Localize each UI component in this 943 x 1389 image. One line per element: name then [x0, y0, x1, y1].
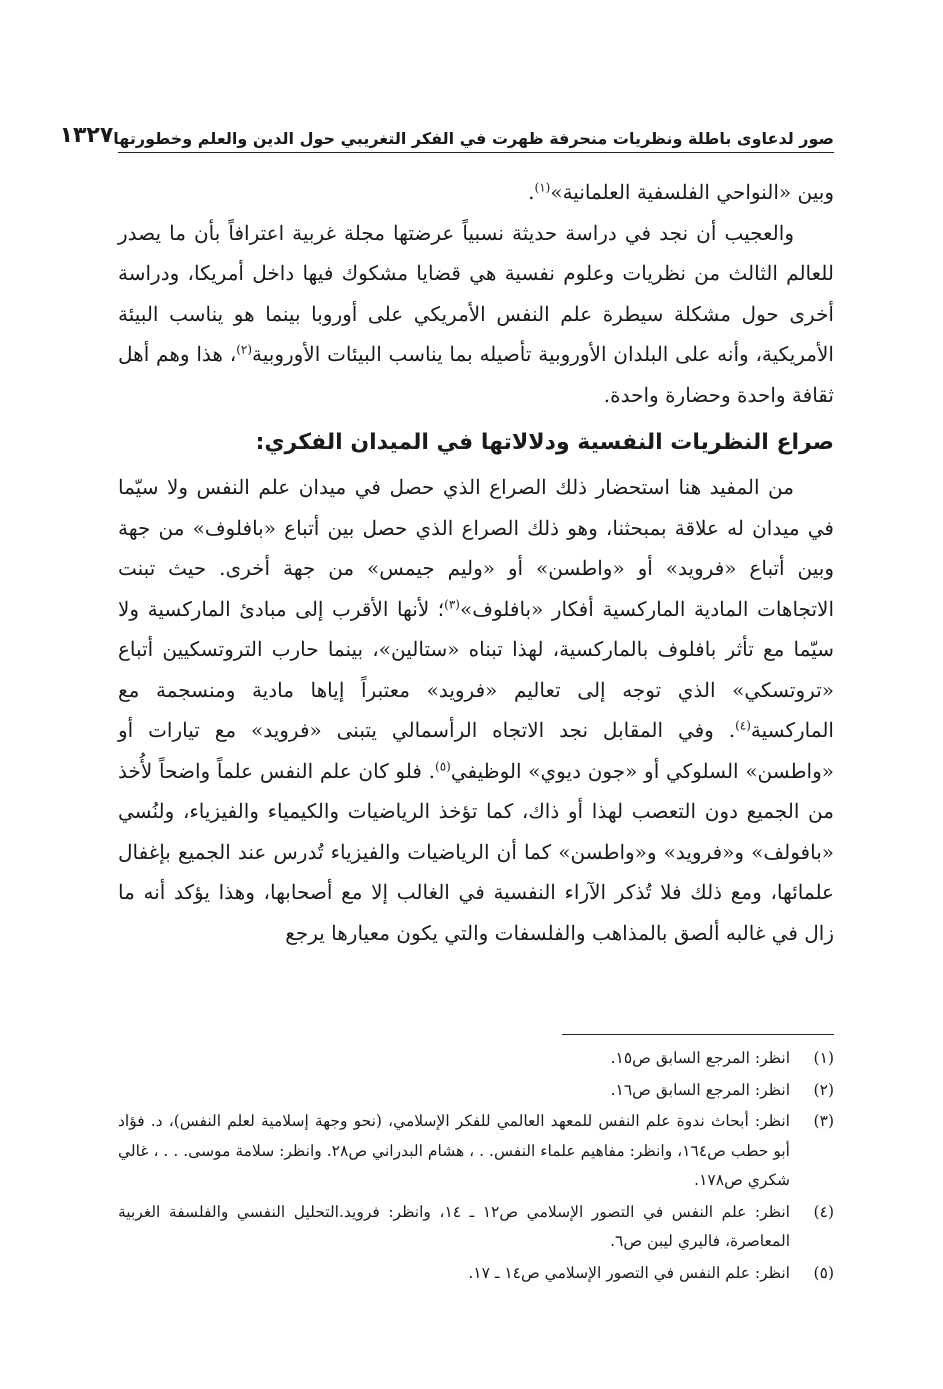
footnote-number: (٥): [813, 1263, 834, 1282]
footnote-ref-1: (١): [534, 180, 551, 195]
section-heading: صراع النظريات النفسية ودلالاتها في الميدان الفكري:: [255, 430, 834, 455]
footnote-text: انظر: علم النفس في التصور الإسلامي ص١٢ ـ ١٤، وانظر: فرويد.التحليل النفسي والفلسفة الغربية المعاصرة، فاليري ليبن ص٦.: [118, 1202, 790, 1250]
paragraph-1-text: وبين «النواحي الفلسفية العلمانية»: [550, 180, 834, 204]
paragraph-3-part1: من المفيد هنا استحضار ذلك الصراع الذي حصل في ميدان علم النفس ولا سيّما في ميدان له علاقة بمبحثنا، وهو ذلك الصراع الذي حصل بين أتباع «بافلوف» من جهة وبين أتباع «فرويد» أو «واطسن» أو «وليم جيمس» من جهة أخرى. حيث تبنت الاتجاهات المادية الماركسية أفكار «بافلوف»: [118, 475, 835, 621]
header-rule: [118, 152, 834, 153]
footnote-text: انظر: المرجع السابق ص١٦.: [610, 1080, 790, 1099]
paragraph-3-part4: . فلو كان علم النفس علماً واضحاً لأُخذ من الجميع دون التعصب لهذا أو ذاك، كما تؤخذ الرياضيات والكيمياء والفيزياء، ولنُسي «بافولف» و«فرويد» و«واطسن» كما أن الرياضيات والفيزياء تُدرس عند الجميع بإغفال علمائها، ومع ذلك فلا تُذكر الآراء النفسية في الغالب إلا مع أصحابها، وهذا يؤكد أنه ما زال في غالبه ألصق بالمذاهب والفلسفات والتي يكون معيارها يرجع: [118, 758, 834, 945]
footnote-3: [118, 1107, 834, 1196]
footnote-number: (٢): [813, 1080, 834, 1099]
paragraph-2: [118, 213, 834, 416]
footnote-ref-4: (٤): [735, 718, 751, 733]
paragraph-3: [118, 467, 834, 953]
page-number: ١٣٢٧: [59, 123, 114, 148]
running-title: صور لدعاوى باطلة ونظريات منحرفة ظهرت في الفكر التغريبي حول الدين والعلم وخطورتها: [113, 129, 834, 148]
footnote-ref-2: (٢): [236, 342, 253, 357]
footnote-ref-5: (٥): [435, 758, 451, 773]
footnote-number: (٤): [813, 1202, 834, 1221]
footnote-ref-3: (٣): [444, 596, 460, 611]
footnotes: [118, 1044, 834, 1290]
main-text: [118, 172, 834, 953]
paragraph-3-part3: . وفي المقابل نجد الاتجاه الرأسمالي يتبنى «فرويد» مع تيارات أو «واطسن» السلوكي أو «جون ديوي» الوظيفي: [118, 718, 834, 783]
page-header: [59, 112, 834, 148]
footnote-5: [118, 1259, 834, 1289]
paragraph-2-part2: ، هذا وهم أهل ثقافة واحدة وحضارة واحدة.: [118, 342, 834, 407]
footnote-number: (١): [813, 1049, 834, 1067]
footnote-1: [118, 1044, 834, 1074]
footnote-text: انظر: أبحاث ندوة علم النفس للمعهد العالمي للفكر الإسلامي، (نحو وجهة إسلامية لعلم النفس)، د. فؤاد أبو حطب ص١٦٤، وانظر: مفاهيم علماء النفس. . ، هشام البدراني ص٢٨. وانظر: سلامة موسى. . . ، غالي شكري ص١٧٨.: [118, 1112, 790, 1189]
footnote-text: انظر: المرجع السابق ص١٥.: [610, 1049, 790, 1067]
paragraph-2-part1: والعجيب أن نجد في دراسة حديثة نسبياً عرضتها مجلة غربية اعترافاً بأن ما يصدر للعالم الثالث من نظريات وعلوم نفسية هي قضايا مشكوك فيها داخل أمريكا، ودراسة أخرى حول مشكلة سيطرة علم النفس الأمريكي على أوروبا بينما هو يناسب البيئة الأمريكية، وأنه على البلدان الأوروبية تأصيله بما يناسب البيئات الأوروبية: [118, 220, 834, 366]
paragraph-3-part2: ؛ لأنها الأقرب إلى مبادئ الماركسية ولا سيّما مع تأثر بافلوف بالماركسية، لهذا تبناه «ستالين»، بينما حارب التروتسكيين أتباع «تروتسكي» الذي توجه إلى تعاليم «فرويد» معتبراً إياها مادية ومنسجمة مع الماركسية: [118, 596, 835, 742]
footnote-separator: [562, 1034, 834, 1035]
paragraph-1: [118, 172, 834, 213]
footnote-number: (٣): [813, 1112, 834, 1130]
footnote-4: [118, 1198, 834, 1257]
paragraph-1-tail: .: [528, 180, 535, 204]
footnote-text: انظر: علم النفس في التصور الإسلامي ص١٤ ـ ١٧.: [468, 1263, 790, 1282]
footnote-2: [118, 1076, 834, 1106]
